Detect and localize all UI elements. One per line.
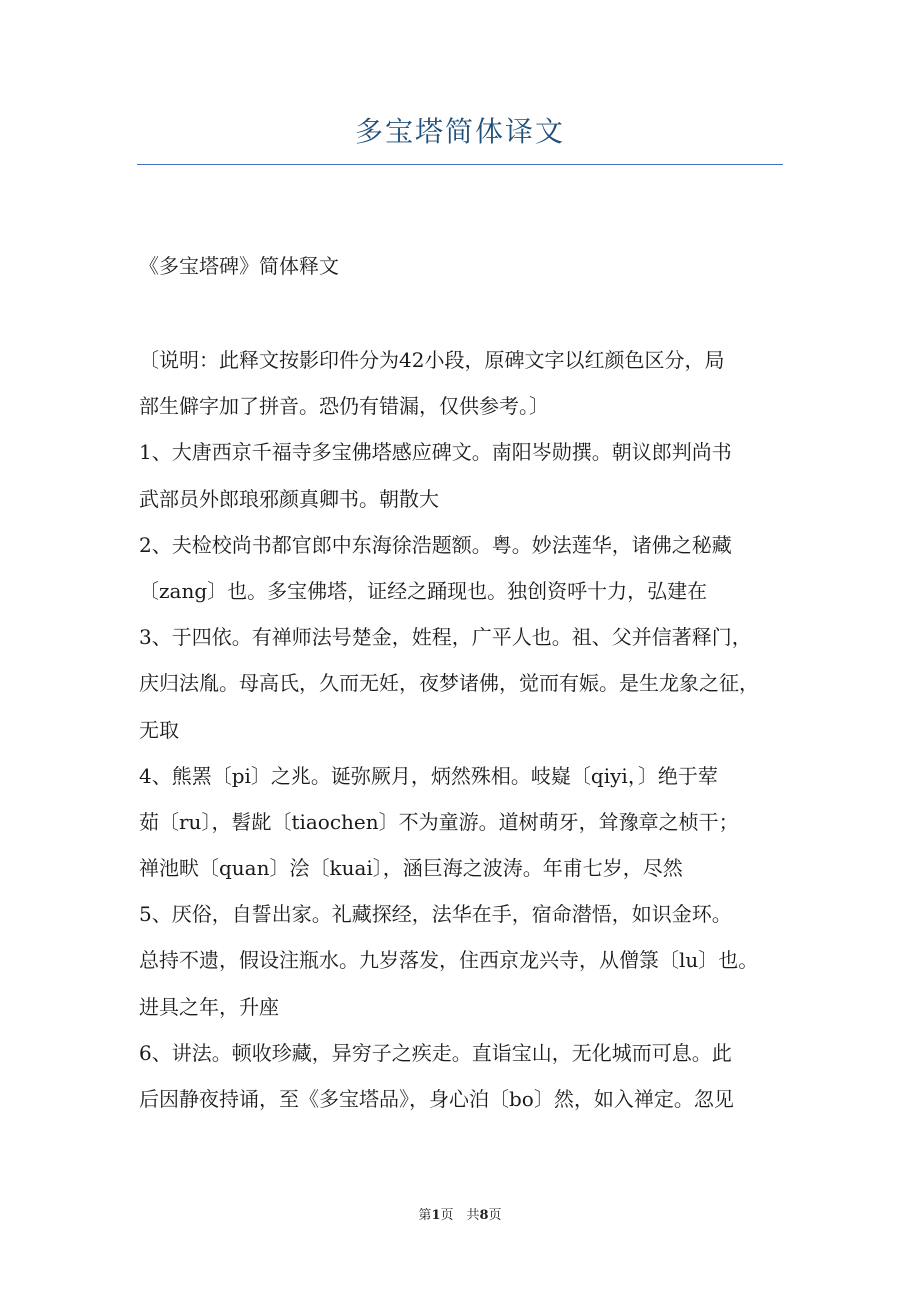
text-line: 3、于四依。有禅师法号楚金，姓程，广平人也。祖、父并信著释门，: [139, 625, 752, 650]
footer-suffix: 页: [488, 1208, 502, 1223]
text-line: 〔说明：此释文按影印件分为42小段，原碑文字以红颜色区分，局: [139, 348, 725, 372]
page-footer: [0, 1206, 920, 1226]
text-line: 武部员外郎琅邪颜真卿书。朝散大: [139, 486, 439, 511]
text-line: 庆归法胤。母高氏，久而无妊，夜梦诸佛，觉而有娠。是生龙象之征，: [139, 671, 759, 696]
text-line: 2、夫检校尚书都官郎中东海徐浩题额。粤。妙法莲华，诸佛之秘藏: [139, 532, 732, 557]
page-title: 多宝塔简体译文: [354, 115, 565, 148]
text-line: 部生僻字加了拼音。恐仍有错漏，仅供参考。〕: [139, 394, 549, 419]
document-body: [139, 340, 789, 1125]
text-line: 无取: [139, 717, 179, 742]
text-line: 茹〔ru〕，髫龀〔tiaochen〕不为童游。道树萌牙，耸豫章之桢干；: [139, 809, 739, 834]
text-line: 禅池畎〔quan〕浍〔kuai〕，涵巨海之波涛。年甫七岁，尽然: [139, 856, 683, 881]
text-line: 〔zang〕也。多宝佛塔，证经之踊现也。独创资呼十力，弘建在: [139, 578, 708, 603]
text-line: 5、厌俗，自誓出家。礼藏探经，法华在手，宿命潜悟，如识金环。: [139, 902, 732, 927]
document-subtitle: 《多宝塔碑》简体释文: [139, 254, 339, 278]
title-underline: [137, 164, 783, 165]
footer-page-current: 1: [431, 1208, 441, 1223]
text-line: 进具之年，升座: [139, 994, 279, 1019]
footer-prefix: 第: [418, 1208, 432, 1223]
text-line: 6、讲法。顿收珍藏，异穷子之疾走。直诣宝山，无化城而可息。此: [139, 1040, 732, 1065]
text-line: 4、熊罴〔pi〕之兆。诞弥厥月，炳然殊相。岐嶷〔qiyi，〕绝于荤: [139, 763, 718, 788]
text-line: 1、大唐西京千福寺多宝佛塔感应碑文。南阳岑勋撰。朝议郎判尚书: [139, 440, 732, 465]
text-line: 总持不遗，假设注瓶水。九岁落发，住西京龙兴寺，从僧箓〔lu〕也。: [139, 948, 759, 973]
text-line: 后因静夜持诵，至《多宝塔品》，身心泊〔bo〕然，如入禅定。忽见: [139, 1087, 734, 1111]
footer-middle: 页 共: [440, 1208, 480, 1223]
footer-page-total: 8: [479, 1208, 489, 1223]
